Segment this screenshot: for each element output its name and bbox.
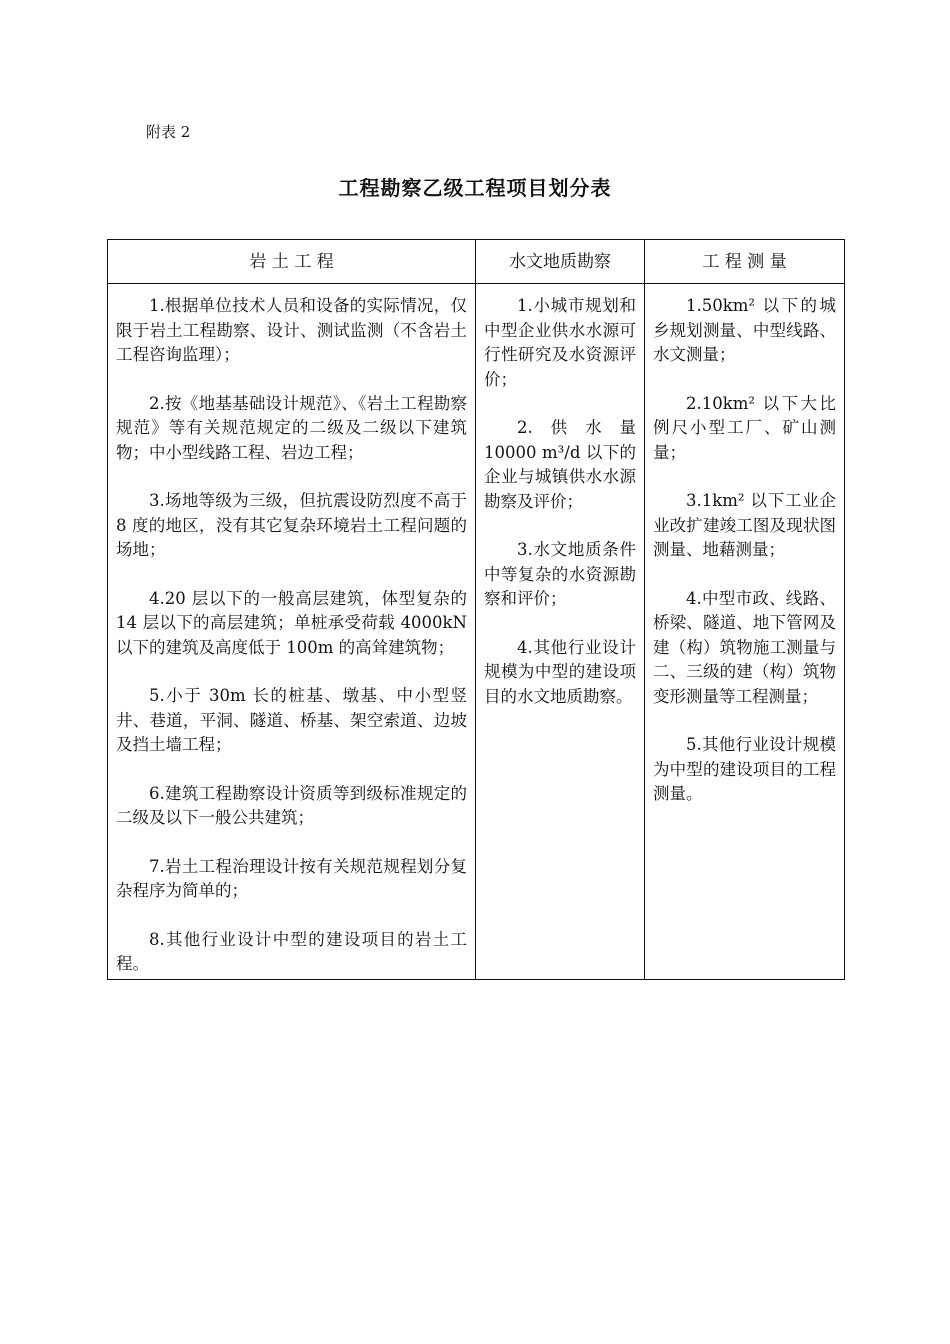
header-geotechnical: 岩 土 工 程	[108, 240, 476, 284]
surveying-item-2: 2.10km² 以下大比例尺小型工厂、矿山测量；	[653, 393, 836, 462]
surveying-item-3: 3.1km² 以下工业企业改扩建竣工图及现状图测量、地藉测量；	[653, 491, 836, 559]
table-header-row	[108, 240, 845, 284]
header-hydrogeology: 水文地质勘察	[476, 240, 645, 284]
geotechnical-item-4: 4.20 层以下的一般高层建筑，体型复杂的 14 层以下的高层建筑；单桩承受荷载 4000kN 以下的建筑及高度低于 100m 的高耸建筑物；	[116, 588, 467, 657]
hydrogeology-item-2: 2.供水量 10000 m³/d 以下的企业与城镇供水水源勘察及评价；	[484, 418, 636, 511]
surveying-item-4: 4.中型市政、线路、桥梁、隧道、地下管网及建（构）筑物施工测量与二、三级的建（构）筑物变形测量等工程测量；	[653, 588, 836, 706]
document-title: 工程勘察乙级工程项目划分表	[338, 176, 612, 200]
hydrogeology-item-3: 3.水文地质条件中等复杂的水资源勘察和评价；	[484, 540, 636, 608]
project-classification-table	[107, 239, 845, 980]
geotechnical-item-1: 1.根据单位技术人员和设备的实际情况，仅限于岩土工程勘察、设计、测试监测（不含岩土工程咨询监理）；	[116, 296, 467, 364]
surveying-cell	[645, 284, 845, 980]
table-body-row	[108, 284, 845, 980]
geotechnical-item-5: 5.小于 30m 长的桩基、墩基、中小型竖井、巷道，平洞、隧道、桥基、架空索道、边坡及挡土墙工程；	[116, 686, 467, 754]
hydrogeology-cell	[476, 284, 645, 980]
surveying-item-1: 1.50km² 以下的城乡规划测量、中型线路、水文测量；	[653, 296, 836, 364]
geotechnical-item-6: 6.建筑工程勘察设计资质等到级标准规定的二级及以下一般公共建筑；	[116, 783, 467, 827]
appendix-label: 附表 2	[146, 123, 191, 141]
hydrogeology-item-1: 1.小城市规划和中型企业供水水源可行性研究及水资源评价；	[484, 296, 636, 389]
geotechnical-item-7: 7.岩土工程治理设计按有关规范规程划分复杂程序为简单的；	[116, 856, 467, 900]
geotechnical-item-8: 8.其他行业设计中型的建设项目的岩土工程。	[116, 929, 467, 973]
geotechnical-item-2: 2.按《地基基础设计规范》、《岩土工程勘察规范》等有关规范规定的二级及二级以下建筑物；中小型线路工程、岩边工程；	[116, 393, 467, 462]
geotechnical-item-3: 3.场地等级为三级，但抗震设防烈度不高于 8 度的地区，没有其它复杂环境岩土工程问题的场地；	[116, 491, 467, 559]
header-surveying: 工 程 测 量	[645, 240, 845, 284]
hydrogeology-item-4: 4.其他行业设计规模为中型的建设项目的水文地质勘察。	[484, 637, 636, 706]
surveying-item-5: 5.其他行业设计规模为中型的建设项目的工程测量。	[653, 735, 836, 803]
geotechnical-cell	[108, 284, 476, 980]
